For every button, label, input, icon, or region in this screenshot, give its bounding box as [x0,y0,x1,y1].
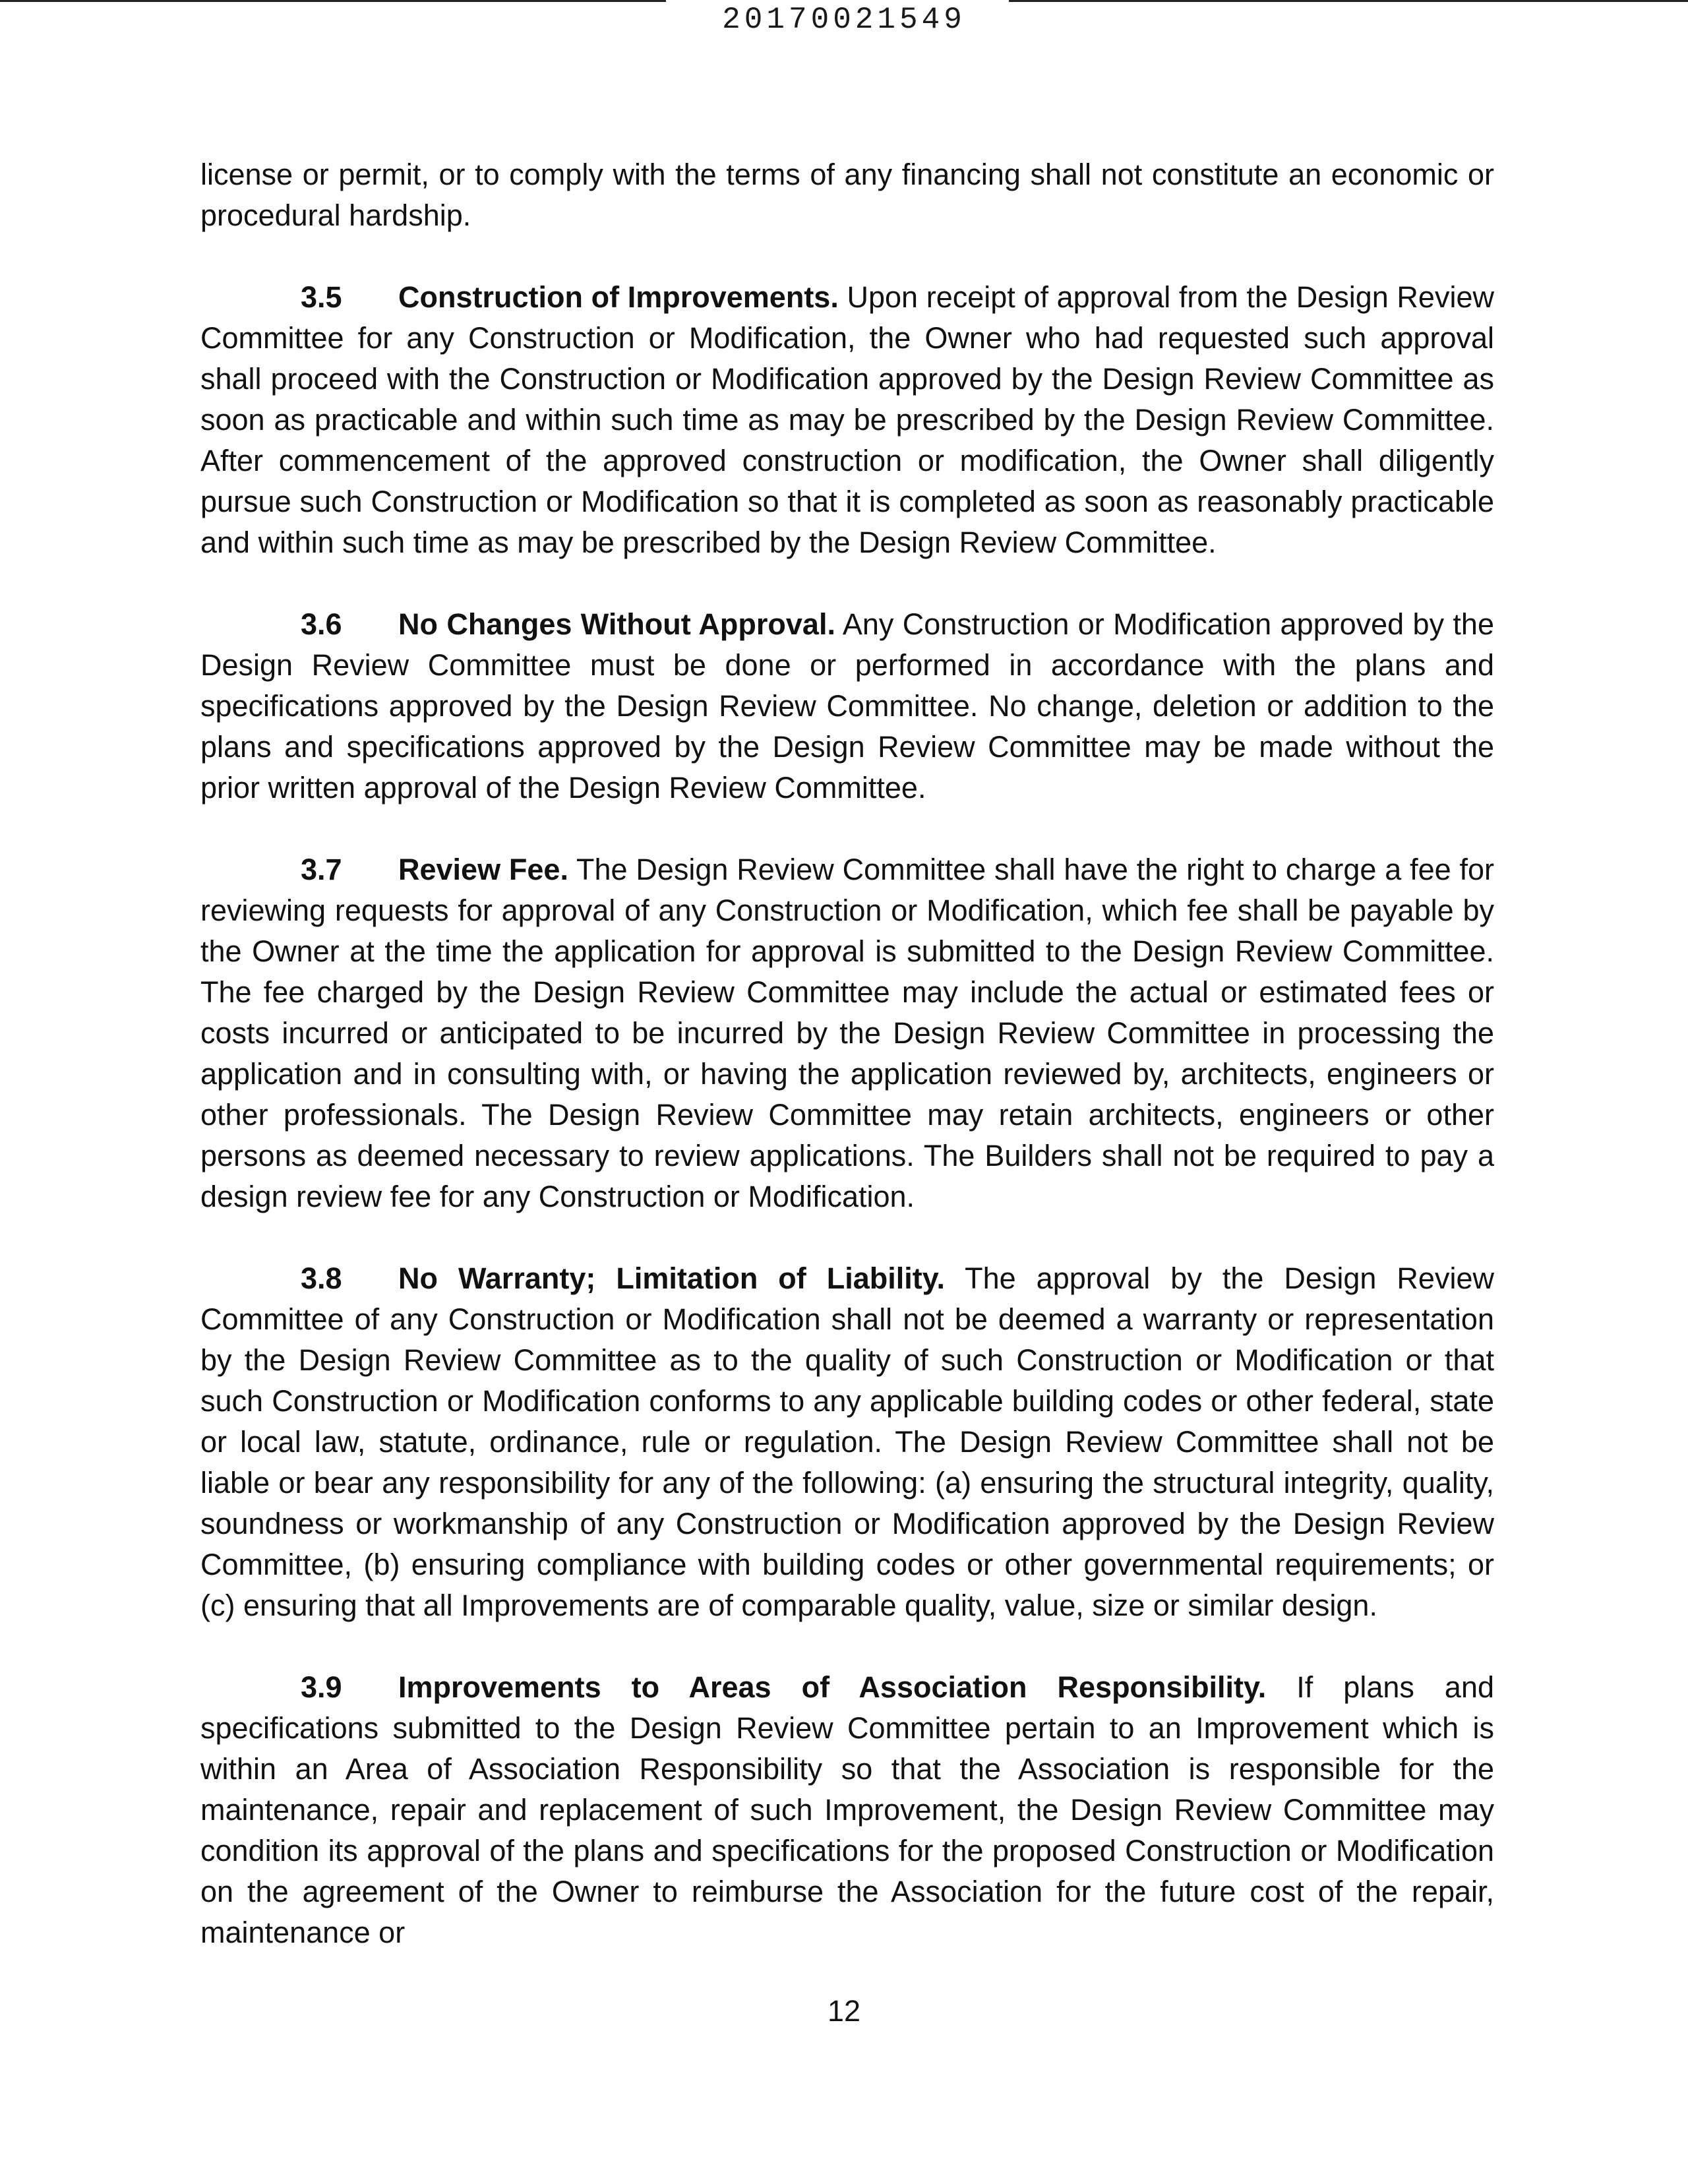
section-text: The Design Review Committee shall have the right to charge a fee for reviewing requests for approval of any Construction or Modification, which fee shall be payable by the Owner at the time the application for approval is submitted to the Design Review Committee. The fee charged by the Design Review Committee may include the actual or estimated fees or costs incurred or anticipated to be incurred by the Design Review Committee in processing the application and in consulting with, or having the application reviewed by, architects, engineers or other professionals. The Design Review Committee may retain architects, engineers or other persons as deemed necessary to review applications. The Builders shall not be required to pay a design review fee for any Construction or Modification. [200,853,1494,1213]
section-title: No Changes Without Approval. [398,607,835,641]
header-rule-right [1009,0,1688,2]
document-body [200,154,1494,1994]
section-text: Any Construction or Modification approved by the Design Review Committee must be done or performed in accordance with the plans and specifications approved by the Design Review Committee. No change, deletion or addition to the plans and specifications approved by the Design Review Committee may be made without the prior written approval of the Design Review Committee. [200,607,1494,804]
section-title: Review Fee. [398,853,568,886]
section-number: 3.6 [301,607,342,641]
section-title: Improvements to Areas of Association Responsibility. [398,1670,1267,1704]
section-3-9 [200,1667,1494,1953]
document-number: 20170021549 [722,3,966,37]
page-number: 12 [827,1994,861,2028]
section-3-7 [200,849,1494,1217]
section-number: 3.8 [301,1261,342,1295]
section-number: 3.5 [301,280,342,314]
section-3-6 [200,604,1494,808]
section-number: 3.9 [301,1670,342,1704]
header-rule-left [0,0,666,2]
section-text: The approval by the Design Review Committee of any Construction or Modification shall not be deemed a warranty or representation by the Design Review Committee as to the quality of such Construction or Modification or that such Construction or Modification conforms to any applicable building codes or other federal, state or local law, statute, ordinance, rule or regulation. The Design Review Committee shall not be liable or bear any responsibility for any of the following: (a) ensuring the structural integrity, quality, soundness or workmanship of any Construction or Modification approved by the Design Review Committee, (b) ensuring compliance with building codes or other governmental requirements; or (c) ensuring that all Improvements are of comparable quality, value, size or similar design. [200,1261,1494,1622]
section-title: Construction of Improvements. [398,280,839,314]
section-3-5 [200,277,1494,563]
paragraph-continuation [200,154,1494,236]
section-3-8 [200,1258,1494,1626]
section-text: If plans and specifications submitted to the Design Review Committee pertain to an Improvement which is within an Area of Association Responsibility so that the Association is responsible for the maintenance, repair and replacement of such Improvement, the Design Review Committee may condition its approval of the plans and specifications for the proposed Construction or Modification on the agreement of the Owner to reimburse the Association for the future cost of the repair, maintenance or [200,1670,1494,1949]
paragraph-text: license or permit, or to comply with the terms of any financing shall not constitute an economic or procedural hardship. [200,158,1494,232]
section-number: 3.7 [301,853,342,886]
section-title: No Warranty; Limitation of Liability. [398,1261,945,1295]
section-text: Upon receipt of approval from the Design Review Committee for any Construction or Modification, the Owner who had requested such approval shall proceed with the Construction or Modification approved by the Design Review Committee as soon as practicable and within such time as may be prescribed by the Design Review Committee. After commencement of the approved construction or modification, the Owner shall diligently pursue such Construction or Modification so that it is completed as soon as reasonably practicable and within such time as may be prescribed by the Design Review Committee. [200,280,1494,559]
